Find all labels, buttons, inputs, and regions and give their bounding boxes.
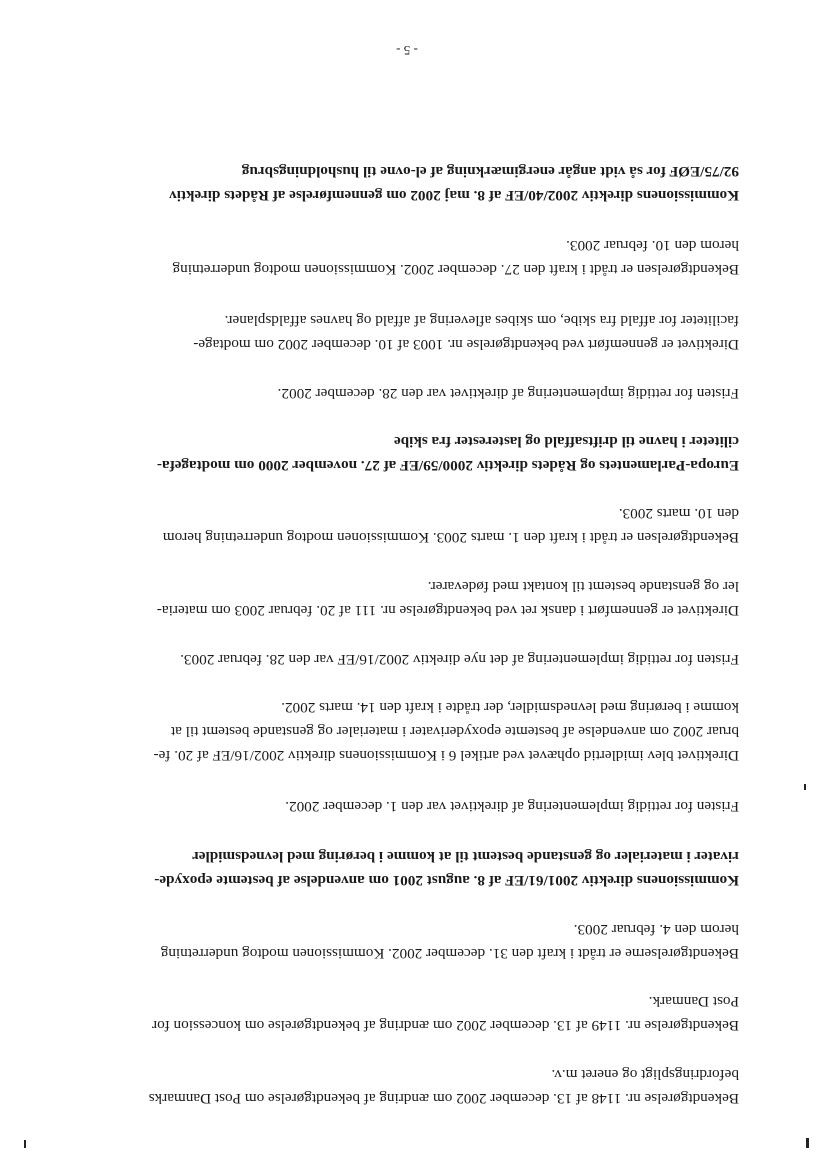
paragraph-ikrafttraeden-1 [89,917,739,965]
paragraph-frist-2 [89,647,739,671]
heading-line: Kommissionens direktiv 2001/61/EF af 8. august 2001 om anvendelse af bestemte epoxyde- [154,872,739,889]
text-line: Bekendtgørelsen er trådt i kraft den 27. december 2002. Kommissionen modtog underretning [172,261,739,278]
scan-mark [806,1138,809,1148]
page-number: - 5 - [396,43,418,58]
scan-mark [24,1140,26,1148]
heading-line: Europa-Parlamentets og Rådets direktiv 2000/59/EF af 27. november 2000 om modtagefa- [157,457,739,474]
paragraph-gennemfoert-111 [89,574,739,622]
paragraph-gennemfoert-1003 [89,308,739,356]
text-line: Fristen for rettidig implementering af det nye direktiv 2002/16/EF var den 28. februar 2003. [180,651,739,668]
text-line: Direktivet blev imidlertid ophævet ved artikel 6 i Kommissionens direktiv 2002/16/EF af 20. fe- [153,747,739,764]
text-line: Bekendtgørelse nr. 1148 af 13. december 2002 om ændring af bekendtgørelse om Post Danmarks [148,1090,739,1107]
paragraph-ophaevelse [89,695,739,767]
text-line: Post Danmark. [648,993,739,1010]
heading-line: 92/75/EØF for så vidt angår energimærkning af el-ovne til husholdningsbrug [241,163,739,180]
heading-line: ciliteter i havne til driftsaffald og lasterester fra skibe [393,433,739,450]
text-line: Direktivet er gennemført ved bekendtgørelse nr. 1003 af 10. december 2002 om modtage- [193,336,739,353]
heading-line: Kommissionens direktiv 2002/40/EF af 8. maj 2002 om gennemførelse af Rådets direktiv [169,187,739,204]
text-line: Bekendtgørelserne er trådt i kraft den 31. december 2002. Kommissionen modtog underretning [160,945,739,962]
scan-mark [804,784,806,790]
heading-direktiv-2002-40 [89,159,739,207]
text-line: befordringspligt og eneret m.v. [551,1066,739,1083]
text-line: Direktivet er gennemført i dansk ret ved bekendtgørelse nr. 111 af 20. februar 2003 om materia- [156,602,739,619]
text-line: ler og genstande bestemt til kontakt med fødevarer. [427,578,739,595]
paragraph-ikrafttraeden-3 [89,233,739,281]
text-line: herom den 10. februar 2003. [566,237,739,254]
heading-line: rivater i materialer og genstande bestemt til at komme i berøring med levnedsmidler [192,848,739,865]
text-line: Fristen for rettidig implementering af direktivet var den 1. december 2002. [285,798,739,815]
paragraph-bek-1149 [89,989,739,1037]
text-line: bruar 2002 om anvendelse af bestemte epoxyderivater i materialer og genstande bestemt til at [170,723,739,740]
text-line: Fristen for rettidig implementering af direktivet var den 28. december 2002. [277,385,739,402]
paragraph-frist-3 [89,381,739,405]
paragraph-frist-1 [89,794,739,818]
text-line: herom den 4. februar 2003. [573,921,739,938]
heading-direktiv-2000-59 [89,429,739,477]
heading-direktiv-2001-61 [89,844,739,892]
text-line: komme i berøring med levnedsmidler, der trådte i kraft den 14. marts 2002. [281,699,739,716]
paragraph-ikrafttraeden-2 [89,501,739,549]
text-line: faciliteter for affald fra skibe, om skibes aflevering af affald og havnes affaldsplaner. [224,312,739,329]
text-line: Bekendtgørelse nr. 1149 af 13. december 2002 om ændring af bekendtgørelse om koncession for [152,1017,739,1034]
paragraph-bek-1148 [89,1062,739,1110]
text-line: den 10. marts 2003. [618,505,739,522]
text-line: Bekendtgørelsen er trådt i kraft den 1. marts 2003. Kommissionen modtog underretning herom [162,529,739,546]
